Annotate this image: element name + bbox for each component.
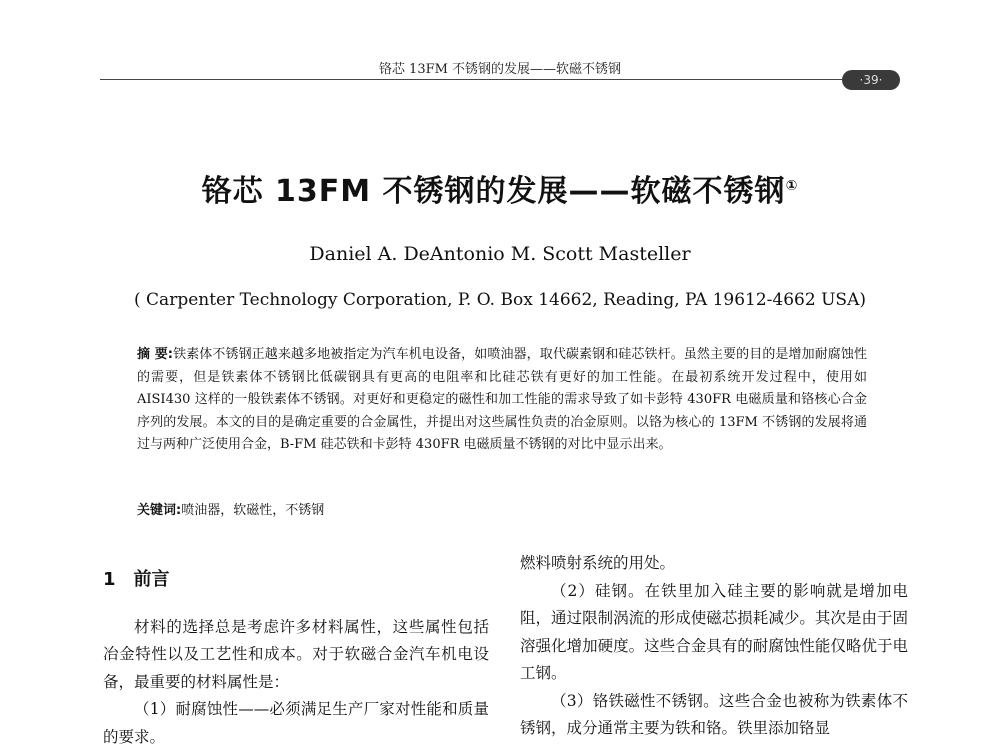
abstract-label: 摘 要: bbox=[137, 347, 174, 362]
header-rule bbox=[100, 79, 900, 80]
right-column bbox=[520, 550, 908, 743]
keywords bbox=[137, 500, 867, 522]
section-heading bbox=[103, 566, 489, 594]
paper-title bbox=[0, 166, 1000, 210]
paragraph: （1）耐腐蚀性——必须满足生产厂家对性能和质量的要求。 bbox=[103, 700, 489, 746]
keywords-label: 关键词: bbox=[137, 503, 182, 518]
section-title: 前言 bbox=[133, 569, 170, 590]
paragraph: （2）硅钢。在铁里加入硅主要的影响就是增加电阻，通过限制涡流的形成使磁芯损耗减少。其次是由于固溶强化增加硬度。这些合金具有的耐腐蚀性能仅略优于电工钢。 bbox=[520, 581, 908, 682]
abstract-text: 铁素体不锈钢正越来越多地被指定为汽车机电设备，如喷油器，取代碳素钢和硅芯铁杆。虽然主要的目的是增加耐腐蚀性的需要，但是铁素体不锈钢比低碳钢具有更高的电阻率和比硅芯铁有更好的加工性能。在最初系统开发过程中，使用如 AISI430 这样的一般铁素体不锈钢。对更好和更稳定的磁性和加工性能的需求导致了如卡彭特 430FR 电磁质量和铬核心合金序列的发展。本文的目的是确定重要的合金属性，并提出对这些属性负责的冶金原则。以铬为核心的 13FM 不锈钢的发展将通过与两种广泛使用合金，B-FM 硅芯铁和卡彭特 430FR 电磁质量不锈钢的对比中显示出来。 bbox=[137, 347, 867, 453]
section-number: 1 bbox=[103, 569, 116, 590]
paragraph: 燃料喷射系统的用处。 bbox=[520, 554, 676, 572]
paper-title-text: 铬芯 13FM 不锈钢的发展——软磁不锈钢 bbox=[201, 174, 786, 209]
authors: Daniel A. DeAntonio M. Scott Masteller bbox=[309, 243, 691, 265]
page-number: ·39· bbox=[842, 70, 900, 90]
affiliation: ( Carpenter Technology Corporation, P. O. Box 14662, Reading, PA 19612-4662 USA) bbox=[134, 290, 866, 310]
left-column bbox=[103, 566, 489, 751]
running-header: 铬芯 13FM 不锈钢的发展——软磁不锈钢 bbox=[378, 62, 622, 77]
paragraph: 材料的选择总是考虑许多材料属性，这些属性包括冶金特性以及工艺性和成本。对于软磁合金汽车机电设备，最重要的材料属性是： bbox=[103, 617, 489, 691]
paragraph: （3）铬铁磁性不锈钢。这些合金也被称为铁素体不锈钢，成分通常主要为铁和铬。铁里添加铬显 bbox=[520, 691, 908, 737]
abstract bbox=[137, 344, 867, 457]
footnote-mark: ① bbox=[785, 178, 799, 194]
keywords-text: 喷油器，软磁性，不锈钢 bbox=[181, 503, 325, 518]
